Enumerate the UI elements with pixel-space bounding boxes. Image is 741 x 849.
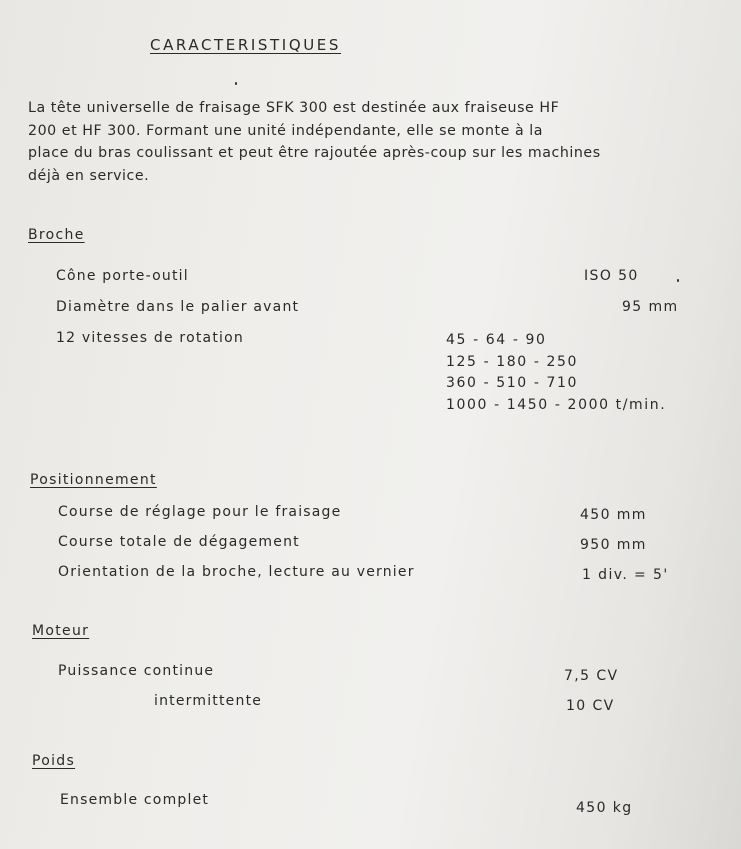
spec-value-puissance-continue: 7,5 CV (564, 668, 619, 684)
spec-label-diametre: Diamètre dans le palier avant (56, 299, 300, 315)
intro-paragraph (28, 97, 728, 187)
intro-line: déjà en service. (28, 167, 150, 184)
speed-list (446, 330, 666, 416)
spec-label-orientation: Orientation de la broche, lecture au vernier (58, 564, 415, 580)
ink-speck (235, 82, 237, 85)
intro-line: 200 et HF 300. Formant une unité indépendante, elle se monte à la (28, 122, 544, 139)
spec-label-course-reglage: Course de réglage pour le fraisage (58, 504, 342, 520)
spec-label-vitesses: 12 vitesses de rotation (56, 330, 244, 346)
section-heading-moteur: Moteur (32, 623, 90, 639)
spec-value-cone: ISO 50 (584, 268, 639, 284)
ink-speck (677, 279, 679, 282)
spec-value-ensemble: 450 kg (576, 800, 633, 816)
section-heading-broche: Broche (28, 227, 85, 243)
section-heading-positionnement: Positionnement (30, 472, 157, 488)
speed-row: 360 - 510 - 710 (446, 375, 579, 391)
spec-label-puissance-intermittente: intermittente (154, 693, 263, 709)
spec-label-course-totale: Course totale de dégagement (58, 534, 300, 550)
spec-label-cone: Cône porte-outil (56, 268, 189, 284)
section-heading-poids: Poids (32, 753, 76, 769)
speed-row: 1000 - 1450 - 2000 t/min. (446, 396, 667, 413)
intro-line: place du bras coulissant et peut être rajoutée après-coup sur les machines (28, 145, 601, 161)
intro-line: La tête universelle de fraisage SFK 300 est destinée aux fraiseuse HF (28, 100, 560, 116)
spec-value-course-reglage: 450 mm (580, 507, 647, 523)
spec-value-puissance-intermittente: 10 CV (566, 698, 615, 714)
document-title: CARACTERISTIQUES (150, 36, 341, 54)
spec-value-diametre: 95 mm (622, 299, 679, 315)
spec-value-orientation: 1 div. = 5' (582, 567, 669, 583)
speed-row: 45 - 64 - 90 (446, 332, 547, 348)
speed-row: 125 - 180 - 250 (446, 353, 579, 370)
spec-label-ensemble: Ensemble complet (60, 792, 210, 808)
spec-value-course-totale: 950 mm (580, 537, 647, 553)
spec-label-puissance-continue: Puissance continue (58, 663, 215, 679)
